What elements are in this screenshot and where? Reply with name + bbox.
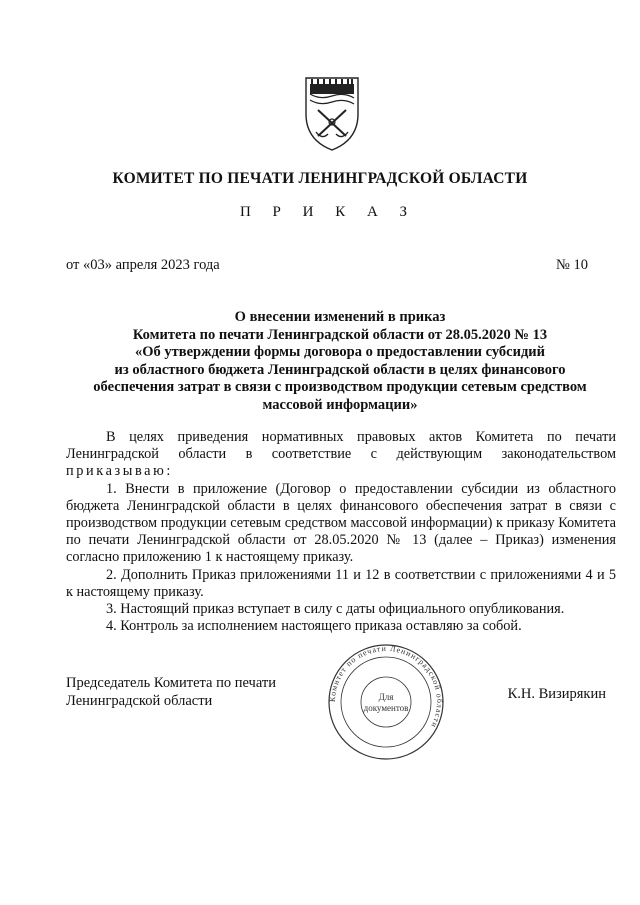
signatory-name: К.Н. Визирякин <box>507 686 606 702</box>
signatory-position <box>66 674 276 710</box>
coat-of-arms-emblem <box>300 70 364 152</box>
stamp-ring-text: Комитет по печати Ленинградской области <box>327 643 445 730</box>
order-item-2: 2. Дополнить Приказ приложениями 11 и 12 в соответствии с приложениями 4 и 5 к настоящему приказу. <box>66 566 616 600</box>
title-line: О внесении изменений в приказ <box>234 309 446 325</box>
document-title <box>60 309 620 415</box>
document-type: П Р И К А З <box>239 204 417 220</box>
official-stamp <box>326 642 446 762</box>
document-body <box>66 429 616 635</box>
intro-paragraph <box>66 429 616 481</box>
order-word: приказываю: <box>66 463 173 480</box>
stamp-center-line-1: Для <box>378 692 394 702</box>
title-line: «Об утверждении формы договора о предоставлении субсидий <box>134 344 546 361</box>
order-item-4: 4. Контроль за исполнением настоящего приказа оставляю за собой. <box>106 618 522 635</box>
intro-text: В целях приведения нормативных правовых актов Комитета по печати Ленинградской области в соответствие с действующим законодательством <box>66 429 616 463</box>
title-line: обеспечения затрат в связи с производством продукции сетевым средством <box>93 379 587 396</box>
title-line: из областного бюджета Ленинградской области в целях финансового <box>114 361 566 378</box>
title-line: Комитета по печати Ленинградской области от 28.05.2020 № 13 <box>132 326 548 343</box>
document-number: № 10 <box>556 257 588 273</box>
document-date: от «03» апреля 2023 года <box>66 257 220 273</box>
position-line-1: Председатель Комитета по печати <box>66 675 277 691</box>
committee-name: КОМИТЕТ ПО ПЕЧАТИ ЛЕНИНГРАДСКОЙ ОБЛАСТИ <box>112 170 528 187</box>
order-item-3: 3. Настоящий приказ вступает в силу с даты официального опубликования. <box>106 601 565 618</box>
stamp-center-line-2: документов <box>363 703 409 713</box>
order-item-1: 1. Внести в приложение (Договор о предоставлении субсидии из областного бюджета Ленинградской области в целях финансового обеспечения затрат в связи с производством продукции сетевым средством массовой информации) к приказу Комитета по печати Ленинградской области от 28.05.2020 № 13 (далее – Приказ) изменения согласно приложению 1 к настоящему приказу. <box>66 480 616 566</box>
position-line-2: Ленинградской области <box>66 693 213 709</box>
title-line: массовой информации» <box>262 396 418 413</box>
